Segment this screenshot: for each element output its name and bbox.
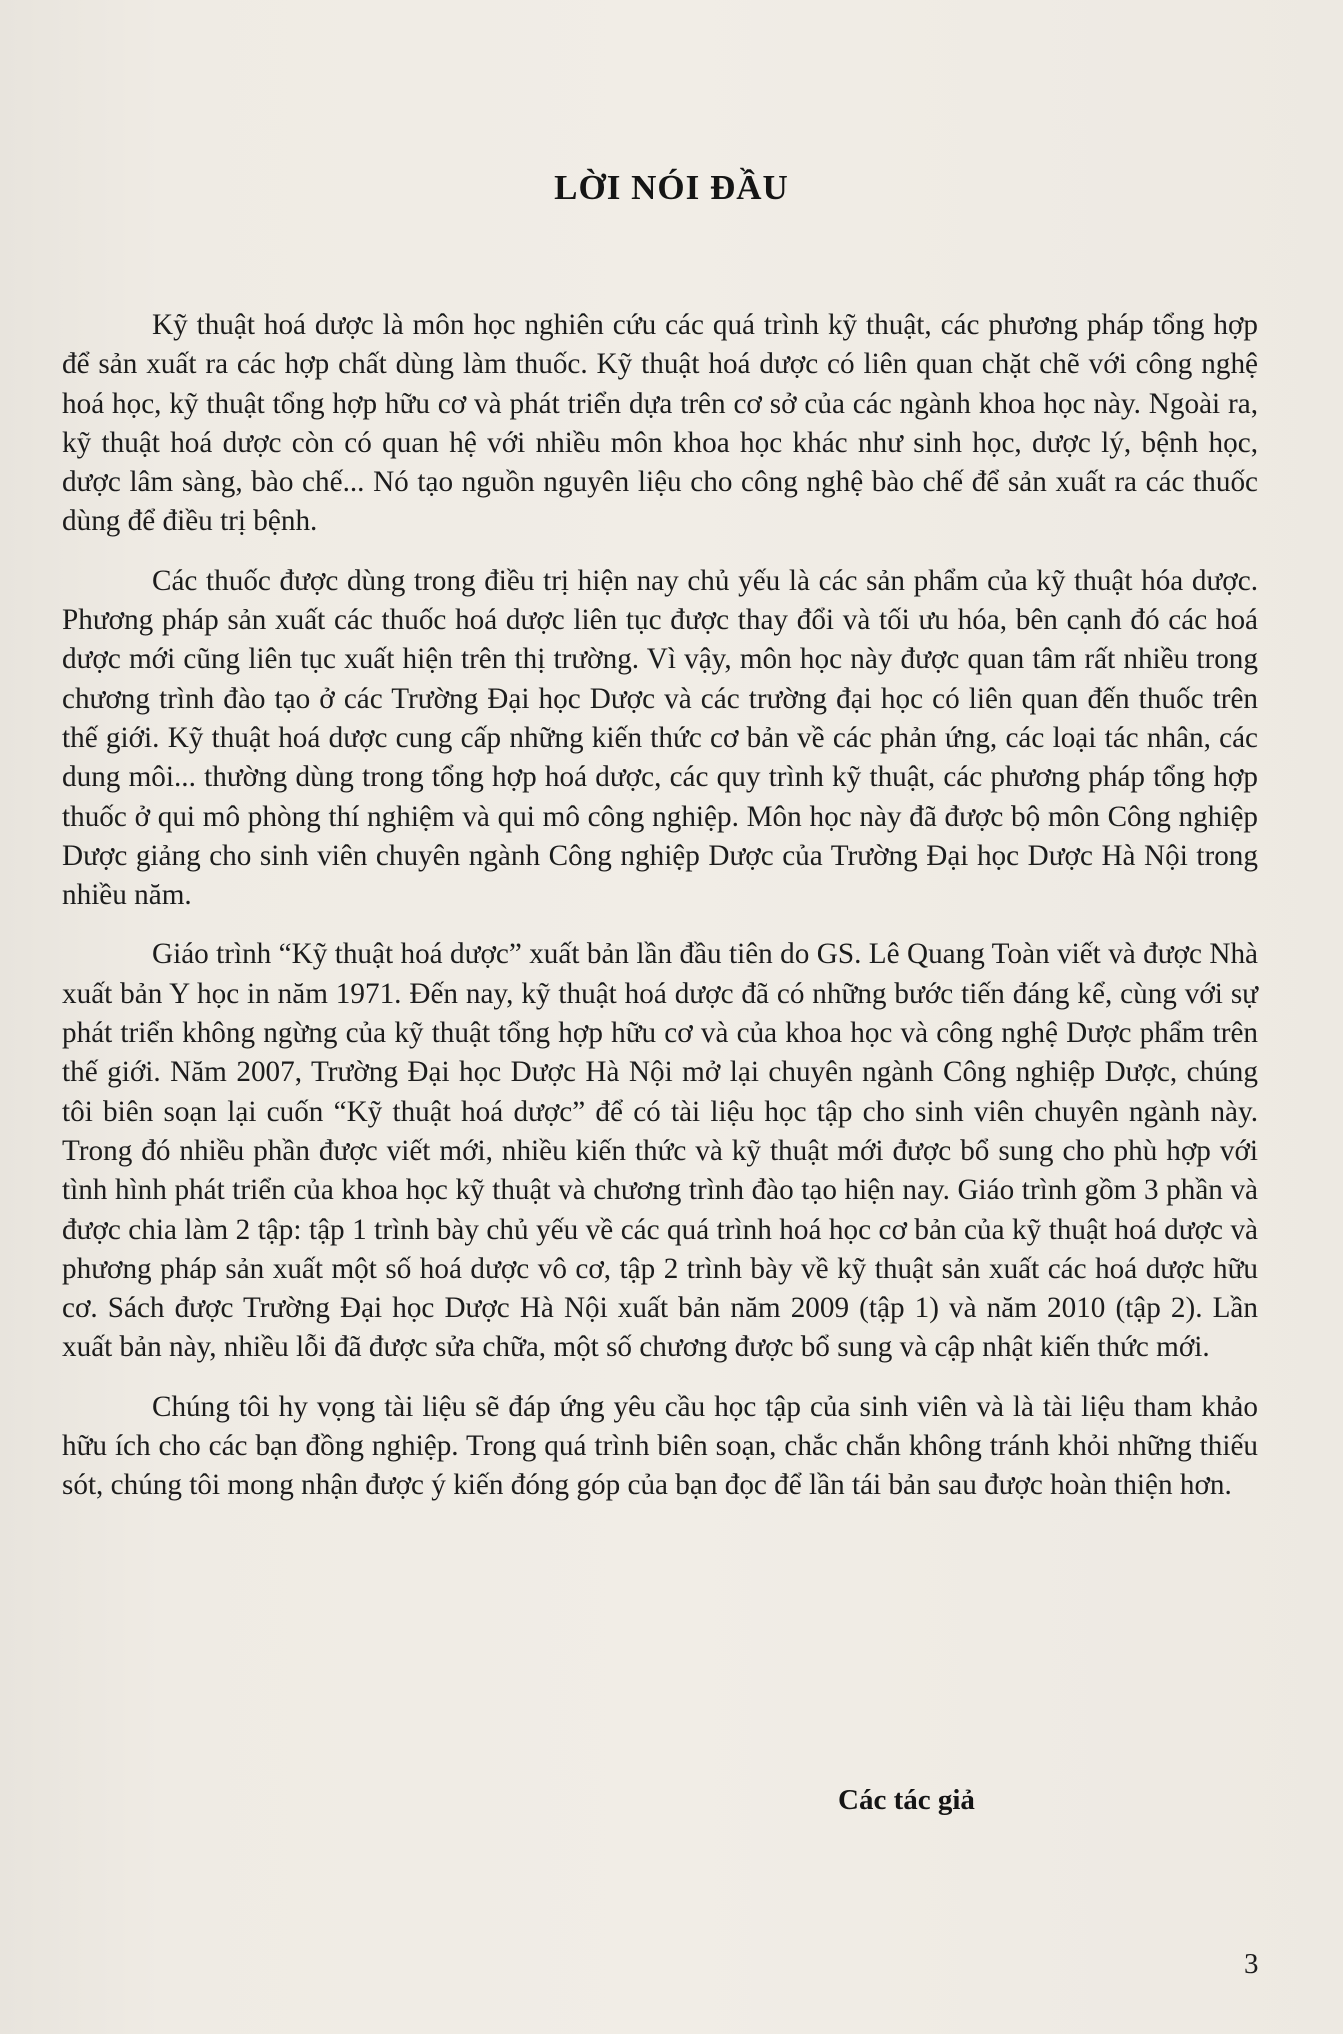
paragraph-3: Giáo trình “Kỹ thuật hoá dược” xuất bản lần đầu tiên do GS. Lê Quang Toàn viết và được Nhà xuất bản Y học in năm 1971. Đến nay, kỹ thuật hoá dược đã có những bước tiến đáng kể, cùng với sự phát triển không ngừng của kỹ thuật tổng hợp hữu cơ và của khoa học và công nghệ Dược phẩm trên thế giới. Năm 2007, Trường Đại học Dược Hà Nội mở lại chuyên ngành Công nghiệp Dược, chúng tôi biên soạn lại cuốn “Kỹ thuật hoá dược” để có tài liệu học tập cho sinh viên chuyên ngành này. Trong đó nhiều phần được viết mới, nhiều kiến thức và kỹ thuật mới được bổ sung cho phù hợp với tình hình phát triển của khoa học kỹ thuật và chương trình đào tạo hiện nay. Giáo trình gồm 3 phần và được chia làm 2 tập: tập 1 trình bày chủ yếu về các quá trình hoá học cơ bản của kỹ thuật hoá dược và phương pháp sản xuất một số hoá dược vô cơ, tập 2 trình bày về kỹ thuật sản xuất các hoá dược hữu cơ. Sách được Trường Đại học Dược Hà Nội xuất bản năm 2009 (tập 1) và năm 2010 (tập 2). Lần xuất bản này, nhiều lỗi đã được sửa chữa, một số chương được bổ sung và cập nhật kiến thức mới. bbox=[62, 938, 1258, 1364]
paragraph-1: Kỹ thuật hoá dược là môn học nghiên cứu các quá trình kỹ thuật, các phương pháp tổng hợp để sản xuất ra các hợp chất dùng làm thuốc. Kỹ thuật hoá dược có liên quan chặt chẽ với công nghệ hoá học, kỹ thuật tổng hợp hữu cơ và phát triển dựa trên cơ sở của các ngành khoa học này. Ngoài ra, kỹ thuật hoá dược còn có quan hệ với nhiều môn khoa học khác như sinh học, dược lý, bệnh học, dược lâm sàng, bào chế... Nó tạo nguồn nguyên liệu cho công nghệ bào chế để sản xuất ra các thuốc dùng để điều trị bệnh. bbox=[62, 309, 1258, 538]
page-title: LỜI NÓI ĐẦU bbox=[554, 168, 789, 207]
body-text bbox=[62, 306, 1258, 1526]
paragraph-4: Chúng tôi hy vọng tài liệu sẽ đáp ứng yêu cầu học tập của sinh viên và là tài liệu tham khảo hữu ích cho các bạn đồng nghiệp. Trong quá trình biên soạn, chắc chắn không tránh khỏi những thiếu sót, chúng tôi mong nhận được ý kiến đóng góp của bạn đọc để lần tái bản sau được hoàn thiện hơn. bbox=[62, 1390, 1258, 1502]
page-number: 3 bbox=[1244, 1948, 1259, 1980]
author-signature: Các tác giả bbox=[838, 1784, 975, 1816]
paragraph-2: Các thuốc được dùng trong điều trị hiện nay chủ yếu là các sản phẩm của kỹ thuật hóa dược. Phương pháp sản xuất các thuốc hoá dược liên tục được thay đổi và tối ưu hóa, bên cạnh đó các hoá dược mới cũng liên tục xuất hiện trên thị trường. Vì vậy, môn học này được quan tâm rất nhiều trong chương trình đào tạo ở các Trường Đại học Dược và các trường đại học có liên quan đến thuốc trên thế giới. Kỹ thuật hoá dược cung cấp những kiến thức cơ bản về các phản ứng, các loại tác nhân, các dung môi... thường dùng trong tổng hợp hoá dược, các quy trình kỹ thuật, các phương pháp tổng hợp thuốc ở qui mô phòng thí nghiệm và qui mô công nghiệp. Môn học này đã được bộ môn Công nghiệp Dược giảng cho sinh viên chuyên ngành Công nghiệp Dược của Trường Đại học Dược Hà Nội trong nhiều năm. bbox=[62, 564, 1258, 912]
